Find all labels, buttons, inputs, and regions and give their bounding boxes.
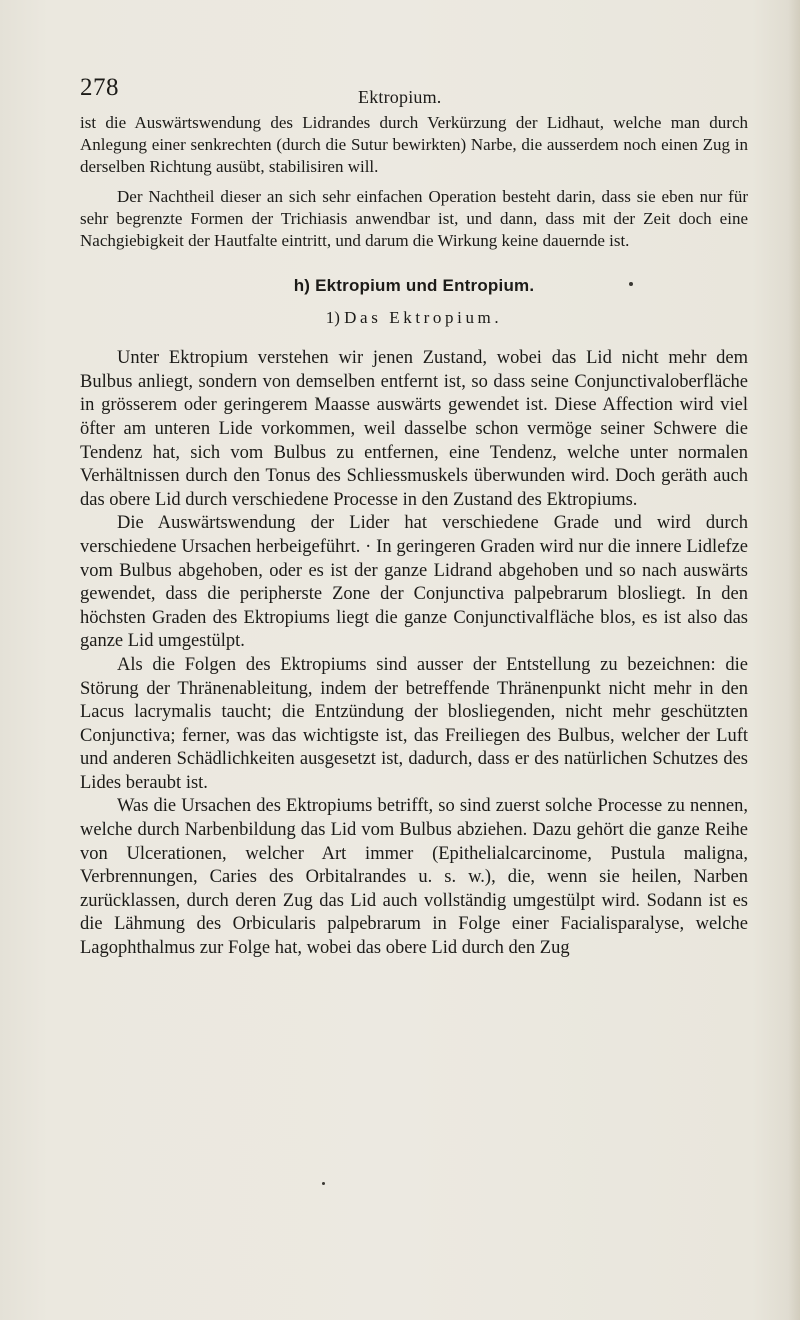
print-speck	[322, 1182, 325, 1185]
subsection-number: 1)	[325, 307, 340, 327]
body-text	[80, 112, 748, 961]
section-heading: h) Ektropium und Entropium.	[293, 276, 535, 295]
page-header	[0, 0, 800, 110]
section-paragraph-1: Unter Ektropium verstehen wir jenen Zustand, wobei das Lid nicht mehr dem Bulbus anliegt, sondern von demselben entfernt ist, so dass seine Conjunctivaloberfläche in grösserem oder geringerem Maasse auswärts gewendet ist. Diese Affection wird viel öfter am unteren Lide vorkommen, weil dasselbe schon vermöge seiner Schwere die Tendenz hat, sich vom Bulbus zu entfernen, eine Tendenz, welche unter normalen Verhältnissen durch den Tonus des Schliessmuskels überwunden wird. Doch geräth auch das obere Lid durch verschiedene Processe in den Zustand des Ektropiums.	[80, 348, 748, 510]
page-edge-shadow	[788, 0, 800, 1320]
section-paragraph-3: Als die Folgen des Ektropiums sind ausser der Entstellung zu bezeichnen: die Störung der Thränenableitung, indem der betreffende Thränenpunkt nicht mehr in den Lacus lacrymalis taucht; die Entzündung der blosliegenden, nicht mehr geschützten Conjunctiva; ferner, was das wichtigste ist, das Freiliegen des Bulbus, welcher der Luft und anderen Schädlichkeiten ausgesetzt ist, dadurch, dass er des natürlichen Schutzes des Lides beraubt ist.	[80, 654, 748, 793]
page-number: 278	[80, 74, 119, 101]
section-paragraph-2: Die Auswärtswendung der Lider hat verschiedene Grade und wird durch verschiedene Ursachen herbeigeführt. · In geringeren Graden wird nur die innere Lidlefze vom Bulbus abgehoben, oder es ist der ganze Lidrand abgehoben und so nach auswärts gewendet, dass die peripherste Zone der Conjunctiva palpebrarum blosliegt. In den höchsten Graden des Ektropiums liegt die ganze Conjunctivalfläche blos, es ist also das ganze Lid umgestülpt.	[80, 513, 748, 652]
subsection-title: Das Ektropium.	[344, 307, 503, 327]
print-speck	[629, 282, 633, 286]
running-head: Ektropium.	[358, 87, 442, 107]
subsection-heading	[80, 306, 748, 330]
paragraph-1: ist die Auswärtswendung des Lidrandes durch Verkürzung der Lidhaut, welche man durch Anlegung einer senkrechten (durch die Sutur bewirkten) Narbe, die ausserdem noch einen Zug in derselben Richtung ausübt, stabilisiren will.	[80, 113, 748, 176]
section-paragraph-4: Was die Ursachen des Ektropiums betrifft, so sind zuerst solche Processe zu nennen, welche durch Narbenbildung das Lid vom Bulbus abziehen. Dazu gehört die ganze Reihe von Ulcerationen, welcher Art immer (Epithelialcarcinome, Pustula maligna, Verbrennungen, Caries des Orbitalrandes u. s. w.), die, wenn sie heilen, Narben zurücklassen, durch deren Zug das Lid auch vollständig umgestülpt wird. Sodann ist es die Lähmung des Orbicularis palpebrarum in Folge einer Facialisparalyse, welche Lagophthalmus zur Folge hat, wobei das obere Lid durch den Zug	[80, 796, 748, 959]
paragraph-2: Der Nachtheil dieser an sich sehr einfachen Operation besteht darin, dass sie eben nur für sehr begrenzte Formen der Trichiasis anwendbar ist, und dann, dass mit der Zeit doch eine Nachgiebigkeit der Hautfalte eintritt, und darum die Wirkung keine dauernde ist.	[80, 187, 748, 250]
